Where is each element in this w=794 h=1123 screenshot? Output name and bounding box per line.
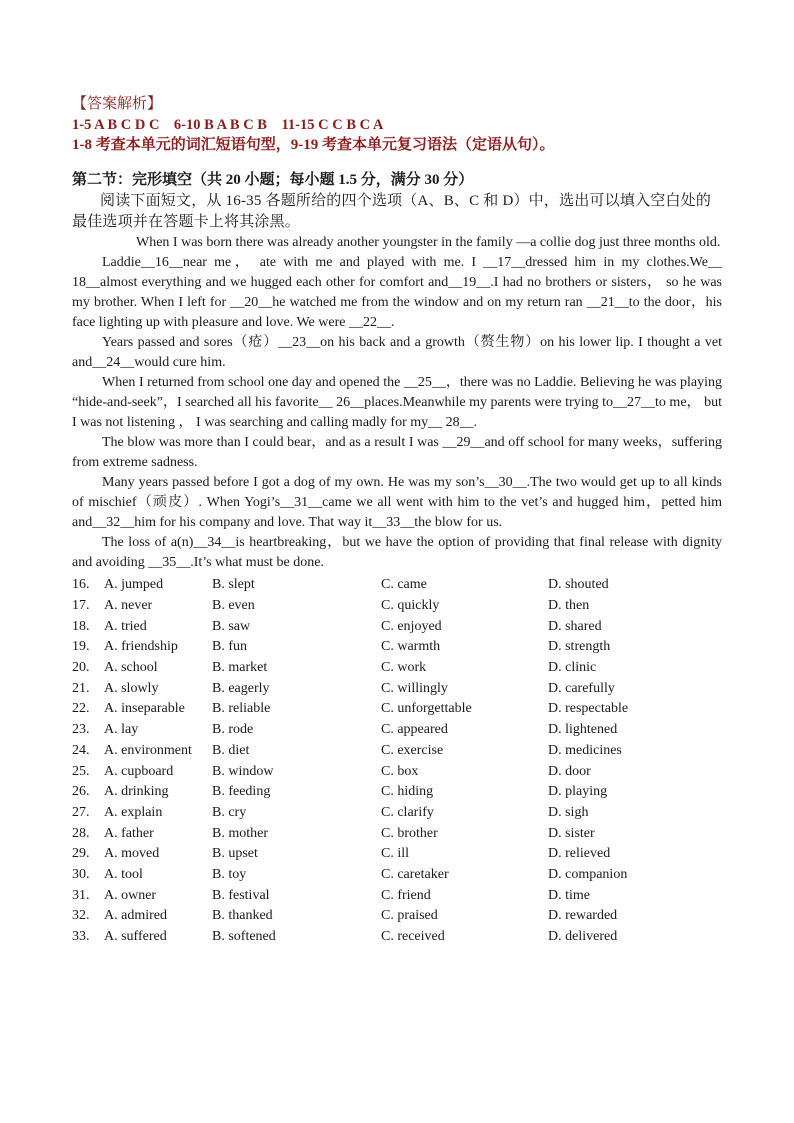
option-b: B. mother [212, 825, 268, 841]
question-row [72, 823, 628, 844]
option-b: B. saw [212, 618, 251, 634]
question-row [72, 761, 628, 782]
option-d: D. carefully [548, 680, 615, 696]
question-row [72, 927, 628, 948]
option-c: C. unforgettable [381, 701, 472, 717]
question-row [72, 658, 628, 679]
option-c: C. appeared [381, 722, 448, 738]
passage-paragraph: When I was born there was already another youngster in the family —a collie dog just three months old. [136, 235, 721, 250]
question-row [72, 803, 628, 824]
option-d: D. respectable [548, 701, 629, 717]
option-c: C. clarify [381, 804, 434, 820]
passage-paragraph: Many years passed before I got a dog of my own. He was my son’s__30__.The two would get up to all kinds of mischief（顽皮）. When Yogi’s__31__came we all went with him to the vet’s and hugged him，petted him and__32__him for his company and love. That way it__33__the blow for us. [72, 475, 722, 530]
question-options-table [72, 575, 628, 947]
instructions: 阅读下面短文，从 16-35 各题所给的四个选项（A、B、C 和 D）中，选出可以填入空白处的最佳选项并在答题卡上将其涂黑。 [72, 193, 712, 230]
option-d: D. strength [548, 639, 611, 655]
option-b: B. diet [212, 742, 250, 758]
question-row [72, 720, 628, 741]
option-c: C. friend [381, 887, 431, 903]
option-a: A. father [104, 825, 154, 841]
answer-note: 1-8 考查本单元的词汇短语句型，9-19 考查本单元复习语法（定语从句）。 [72, 137, 555, 153]
passage-paragraph: The blow was more than I could bear，and as a result I was __29__and off school for many weeks，suffering from extreme sadness. [72, 435, 722, 470]
option-a: A. inseparable [104, 701, 185, 717]
option-a: A. explain [104, 804, 163, 820]
option-c: C. caretaker [381, 866, 449, 882]
option-a: A. lay [104, 722, 139, 738]
question-number: 24. [72, 742, 90, 758]
passage-paragraph: When I returned from school one day and opened the __25__，there was no Laddie. Believing he was playing “hide-and-seek”，I searched all his favorite__ 26__places.Meanwhile my parents were trying to__27__to me， but I was not listening ， I was searching and calling madly for my__ 28__. [72, 375, 722, 430]
option-b: B. fun [212, 639, 247, 655]
question-number: 32. [72, 908, 90, 924]
option-d: D. playing [548, 784, 608, 800]
question-number: 27. [72, 804, 90, 820]
option-d: D. clinic [548, 660, 597, 676]
option-a: A. environment [104, 742, 192, 758]
option-d: D. delivered [548, 929, 618, 945]
option-a: A. jumped [104, 577, 164, 593]
option-a: A. owner [104, 887, 157, 903]
question-number: 29. [72, 846, 90, 862]
option-c: C. hiding [381, 784, 434, 800]
question-number: 18. [72, 618, 90, 634]
option-b: B. festival [212, 887, 270, 903]
question-row [72, 782, 628, 803]
section-title: 第二节：完形填空（共 20 小题；每小题 1.5 分，满分 30 分） [72, 172, 474, 188]
option-d: D. lightened [548, 722, 618, 738]
question-row [72, 575, 628, 596]
question-number: 22. [72, 701, 90, 717]
option-d: D. rewarded [548, 908, 618, 924]
option-a: A. never [104, 598, 153, 614]
passage-paragraph: Years passed and sores（疮）__23__on his back and a growth（赘生物）on his lower lip. I thought a vet and__24__would cure him. [72, 335, 722, 370]
question-row [72, 906, 628, 927]
question-row [72, 596, 628, 617]
option-d: D. companion [548, 866, 628, 882]
question-number: 31. [72, 887, 90, 903]
option-a: A. admired [104, 908, 167, 924]
option-c: C. praised [381, 908, 438, 924]
question-number: 33. [72, 929, 90, 945]
option-b: B. reliable [212, 701, 271, 717]
option-b: B. slept [212, 577, 255, 593]
option-b: B. rode [212, 722, 254, 738]
option-a: A. cupboard [104, 763, 174, 779]
question-row [72, 637, 628, 658]
passage [72, 233, 722, 573]
question-row [72, 699, 628, 720]
option-b: B. even [212, 598, 255, 614]
option-d: D. sigh [548, 804, 589, 820]
question-row [72, 678, 628, 699]
option-b: B. cry [212, 804, 247, 820]
question-number: 30. [72, 866, 90, 882]
option-b: B. eagerly [212, 680, 270, 696]
option-c: C. warmth [381, 639, 441, 655]
option-d: D. relieved [548, 846, 611, 862]
option-b: B. market [212, 660, 268, 676]
question-number: 26. [72, 784, 90, 800]
question-row [72, 741, 628, 762]
question-number: 25. [72, 763, 90, 779]
option-a: A. slowly [104, 680, 159, 696]
option-b: B. softened [212, 929, 276, 945]
option-a: A. suffered [104, 929, 167, 945]
option-d: D. shared [548, 618, 602, 634]
option-d: D. sister [548, 825, 595, 841]
question-row [72, 865, 628, 886]
answer-header: 【答案解析】 [72, 96, 163, 112]
option-c: C. exercise [381, 742, 444, 758]
document-page [72, 94, 722, 947]
question-number: 17. [72, 598, 90, 614]
option-c: C. received [381, 929, 445, 945]
option-d: D. door [548, 763, 591, 779]
question-row [72, 616, 628, 637]
passage-paragraph: Laddie__16__near me， ate with me and played with me. I __17__dressed him in my clothes.We__ 18__almost everything and we hugged each other for comfort and__19__.I had no brothers or sisters， so he was my brother. When I left for __20__he watched me from the window and on my return ran __21__to the door，his face lighting up with pleasure and love. We were __22__. [72, 255, 722, 330]
option-c: C. quickly [381, 598, 440, 614]
option-b: B. window [212, 763, 274, 779]
option-b: B. toy [212, 866, 247, 882]
question-number: 20. [72, 660, 90, 676]
answer-keys: 1-5 A B C D C 6-10 B A B C B 11-15 C C B C A [72, 117, 384, 133]
option-a: A. moved [104, 846, 160, 862]
question-number: 21. [72, 680, 90, 696]
option-a: A. friendship [104, 639, 178, 655]
option-d: D. then [548, 598, 590, 614]
option-a: A. drinking [104, 784, 169, 800]
option-d: D. shouted [548, 577, 609, 593]
question-row [72, 844, 628, 865]
option-b: B. thanked [212, 908, 273, 924]
option-a: A. school [104, 660, 158, 676]
question-row [72, 885, 628, 906]
option-d: D. time [548, 887, 590, 903]
option-c: C. willingly [381, 680, 448, 696]
option-a: A. tool [104, 866, 143, 882]
option-c: C. came [381, 577, 427, 593]
question-number: 28. [72, 825, 90, 841]
passage-paragraph: The loss of a(n)__34__is heartbreaking，but we have the option of providing that final release with dignity and avoiding __35__.It’s what must be done. [72, 535, 722, 570]
question-number: 23. [72, 722, 90, 738]
option-c: C. enjoyed [381, 618, 442, 634]
question-number: 19. [72, 639, 90, 655]
option-c: C. brother [381, 825, 438, 841]
option-c: C. work [381, 660, 427, 676]
option-c: C. box [381, 763, 419, 779]
question-number: 16. [72, 577, 90, 593]
option-c: C. ill [381, 846, 410, 862]
option-b: B. feeding [212, 784, 271, 800]
option-d: D. medicines [548, 742, 622, 758]
option-a: A. tried [104, 618, 147, 634]
option-b: B. upset [212, 846, 258, 862]
